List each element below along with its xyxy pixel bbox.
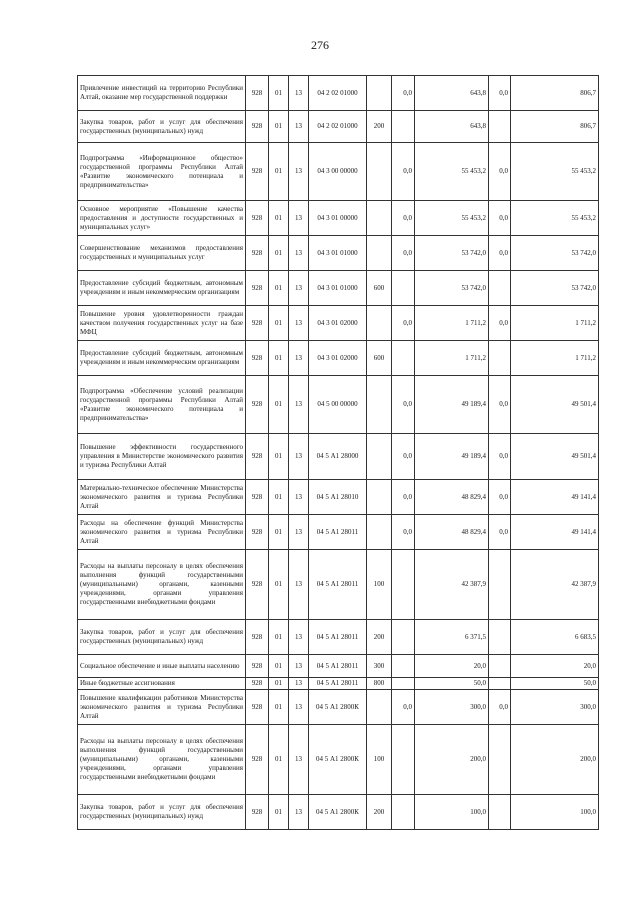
table-cell-gr: 928 <box>246 76 269 111</box>
table-cell-value-2: 50,0 <box>415 678 489 690</box>
table-cell-rz: 01 <box>269 236 289 271</box>
table-cell-name: Основное мероприятие «Повышение качества предоставления и доступности государственных и муниципальных услуг» <box>78 201 246 236</box>
table-cell-rz: 01 <box>269 434 289 480</box>
table-cell-pr: 13 <box>289 306 309 341</box>
table-cell-pr: 13 <box>289 725 309 795</box>
table-cell-value-1: 0,0 <box>392 201 415 236</box>
table-row <box>78 271 599 306</box>
table-cell-gr: 928 <box>246 306 269 341</box>
table-cell-value-4: 49 501,4 <box>511 434 599 480</box>
table-cell-name: Повышение квалификации работников Министерства экономического развития и туризма Республики Алтай <box>78 690 246 725</box>
table-cell-rz: 01 <box>269 690 289 725</box>
table-cell-gr: 928 <box>246 434 269 480</box>
table-cell-pr: 13 <box>289 655 309 678</box>
table-cell-value-2: 643,8 <box>415 111 489 143</box>
table-cell-value-1 <box>392 795 415 830</box>
table-cell-value-4: 6 683,5 <box>511 620 599 655</box>
table-cell-value-3: 0,0 <box>489 76 511 111</box>
table-cell-rz: 01 <box>269 620 289 655</box>
table-row <box>78 655 599 678</box>
table-cell-name: Расходы на выплаты персоналу в целях обеспечения выполнения функций государственными (муниципальными) органами, казенными учреждениями, органами управления государственными внебюджетными фондами <box>78 725 246 795</box>
table-cell-rz: 01 <box>269 271 289 306</box>
table-cell-pr: 13 <box>289 201 309 236</box>
table-cell-vr: 200 <box>367 795 392 830</box>
table-cell-pr: 13 <box>289 620 309 655</box>
table-cell-value-4: 49 501,4 <box>511 376 599 434</box>
table-cell-value-2: 42 387,9 <box>415 550 489 620</box>
table-cell-name: Повышение уровня удовлетворенности граждан качеством получения государственных услуг на базе МФЦ <box>78 306 246 341</box>
table-cell-pr: 13 <box>289 341 309 376</box>
table-cell-value-4: 42 387,9 <box>511 550 599 620</box>
table-cell-vr: 200 <box>367 111 392 143</box>
table-cell-name: Материально-техническое обеспечение Министерства экономического развития и туризма Республики Алтай <box>78 480 246 515</box>
table-cell-value-3 <box>489 341 511 376</box>
table-cell-value-1 <box>392 341 415 376</box>
table-cell-value-4: 53 742,0 <box>511 236 599 271</box>
table-cell-rz: 01 <box>269 306 289 341</box>
table-cell-csr: 04 3 01 01000 <box>309 271 367 306</box>
table-cell-value-2: 49 189,4 <box>415 434 489 480</box>
table-cell-value-3 <box>489 271 511 306</box>
table-cell-csr: 04 2 02 01000 <box>309 111 367 143</box>
table-cell-pr: 13 <box>289 480 309 515</box>
table-cell-name: Совершенствование механизмов предоставления государственных и муниципальных услуг <box>78 236 246 271</box>
table-cell-gr: 928 <box>246 480 269 515</box>
table-cell-pr: 13 <box>289 236 309 271</box>
table-cell-rz: 01 <box>269 515 289 550</box>
table-row <box>78 341 599 376</box>
table-cell-name: Расходы на обеспечение функций Министерства экономического развития и туризма Республики Алтай <box>78 515 246 550</box>
table-cell-pr: 13 <box>289 795 309 830</box>
table-cell-value-1 <box>392 271 415 306</box>
table-cell-value-3 <box>489 725 511 795</box>
table-cell-rz: 01 <box>269 480 289 515</box>
table-cell-value-3: 0,0 <box>489 515 511 550</box>
table-cell-name: Предоставление субсидий бюджетным, автономным учреждениям и иным некоммерческим организациям <box>78 341 246 376</box>
table-cell-vr <box>367 201 392 236</box>
table-cell-rz: 01 <box>269 725 289 795</box>
table-cell-vr <box>367 236 392 271</box>
table-cell-name: Привлечение инвестиций на территорию Республики Алтай, оказание мер государственной поддержки <box>78 76 246 111</box>
table-cell-value-3: 0,0 <box>489 143 511 201</box>
table-cell-rz: 01 <box>269 550 289 620</box>
table-cell-value-4: 55 453,2 <box>511 201 599 236</box>
table-cell-value-1: 0,0 <box>392 306 415 341</box>
table-cell-value-4: 50,0 <box>511 678 599 690</box>
table-row <box>78 111 599 143</box>
table-cell-vr: 200 <box>367 620 392 655</box>
table-cell-value-2: 55 453,2 <box>415 143 489 201</box>
table-cell-value-3 <box>489 620 511 655</box>
table-cell-pr: 13 <box>289 690 309 725</box>
table-cell-value-4: 49 141,4 <box>511 480 599 515</box>
table-cell-value-4: 806,7 <box>511 76 599 111</box>
table-cell-gr: 928 <box>246 678 269 690</box>
table-row <box>78 678 599 690</box>
table-cell-rz: 01 <box>269 76 289 111</box>
table-cell-rz: 01 <box>269 678 289 690</box>
table-cell-gr: 928 <box>246 725 269 795</box>
table-cell-value-2: 48 829,4 <box>415 515 489 550</box>
table-cell-value-1: 0,0 <box>392 376 415 434</box>
table-cell-value-3 <box>489 678 511 690</box>
table-cell-csr: 04 5 А1 28011 <box>309 678 367 690</box>
table-cell-pr: 13 <box>289 76 309 111</box>
table-cell-vr <box>367 480 392 515</box>
table-cell-name: Подпрограмма «Информационное общество» государственной программы Республики Алтай «Развитие экономического потенциала и предпринимательства» <box>78 143 246 201</box>
table-cell-csr: 04 3 01 02000 <box>309 306 367 341</box>
table-cell-value-4: 20,0 <box>511 655 599 678</box>
table-cell-value-2: 100,0 <box>415 795 489 830</box>
table-cell-value-1: 0,0 <box>392 690 415 725</box>
table-cell-value-3 <box>489 795 511 830</box>
table-cell-value-4: 53 742,0 <box>511 271 599 306</box>
table-row <box>78 620 599 655</box>
table-cell-vr <box>367 515 392 550</box>
table-cell-value-2: 200,0 <box>415 725 489 795</box>
table-row <box>78 143 599 201</box>
table-cell-gr: 928 <box>246 620 269 655</box>
budget-table <box>77 75 599 830</box>
table-cell-value-1 <box>392 620 415 655</box>
table-cell-value-4: 300,0 <box>511 690 599 725</box>
table-cell-value-2: 1 711,2 <box>415 341 489 376</box>
table-cell-vr <box>367 143 392 201</box>
table-cell-value-3: 0,0 <box>489 236 511 271</box>
table-cell-value-1: 0,0 <box>392 143 415 201</box>
table-cell-value-2: 20,0 <box>415 655 489 678</box>
table-row <box>78 434 599 480</box>
table-row <box>78 690 599 725</box>
table-cell-gr: 928 <box>246 655 269 678</box>
table-cell-vr: 300 <box>367 655 392 678</box>
table-cell-csr: 04 5 А1 28011 <box>309 655 367 678</box>
table-cell-csr: 04 3 01 00000 <box>309 201 367 236</box>
table-cell-value-1: 0,0 <box>392 236 415 271</box>
table-cell-pr: 13 <box>289 271 309 306</box>
table-cell-value-1 <box>392 725 415 795</box>
table-cell-vr <box>367 690 392 725</box>
table-cell-gr: 928 <box>246 201 269 236</box>
table-cell-csr: 04 3 01 01000 <box>309 236 367 271</box>
table-cell-vr <box>367 306 392 341</box>
table-cell-csr: 04 5 00 00000 <box>309 376 367 434</box>
table-cell-gr: 928 <box>246 236 269 271</box>
table-cell-rz: 01 <box>269 655 289 678</box>
table-cell-pr: 13 <box>289 550 309 620</box>
table-cell-value-2: 6 371,5 <box>415 620 489 655</box>
table-cell-gr: 928 <box>246 795 269 830</box>
table-cell-value-2: 1 711,2 <box>415 306 489 341</box>
table-cell-pr: 13 <box>289 678 309 690</box>
table-row <box>78 480 599 515</box>
table-cell-name: Закупка товаров, работ и услуг для обеспечения государственных (муниципальных) нужд <box>78 111 246 143</box>
table-cell-vr: 100 <box>367 725 392 795</box>
table-cell-name: Предоставление субсидий бюджетным, автономным учреждениям и иным некоммерческим организациям <box>78 271 246 306</box>
table-cell-rz: 01 <box>269 341 289 376</box>
table-cell-value-1: 0,0 <box>392 515 415 550</box>
table-row <box>78 725 599 795</box>
table-cell-value-4: 806,7 <box>511 111 599 143</box>
table-cell-gr: 928 <box>246 550 269 620</box>
table-cell-value-3: 0,0 <box>489 690 511 725</box>
table-cell-pr: 13 <box>289 143 309 201</box>
table-cell-value-2: 53 742,0 <box>415 236 489 271</box>
table-cell-csr: 04 5 А1 28011 <box>309 550 367 620</box>
table-cell-value-3: 0,0 <box>489 306 511 341</box>
table-row <box>78 515 599 550</box>
table-cell-name: Иные бюджетные ассигнования <box>78 678 246 690</box>
table-cell-value-1 <box>392 655 415 678</box>
table-cell-value-2: 55 453,2 <box>415 201 489 236</box>
table-cell-rz: 01 <box>269 376 289 434</box>
table-cell-csr: 04 5 А1 2800К <box>309 795 367 830</box>
table-cell-gr: 928 <box>246 690 269 725</box>
table-cell-value-1: 0,0 <box>392 480 415 515</box>
table-cell-rz: 01 <box>269 201 289 236</box>
table-cell-value-2: 49 189,4 <box>415 376 489 434</box>
table-cell-value-4: 55 453,2 <box>511 143 599 201</box>
table-row <box>78 306 599 341</box>
table-cell-vr: 100 <box>367 550 392 620</box>
table-cell-value-4: 1 711,2 <box>511 341 599 376</box>
table-cell-name: Подпрограмма «Обеспечение условий реализации государственной программы Республики Алтай «Развитие экономического потенциала и предпринимательства» <box>78 376 246 434</box>
table-cell-value-4: 1 711,2 <box>511 306 599 341</box>
table-cell-value-1 <box>392 678 415 690</box>
table-row <box>78 376 599 434</box>
page-number: 276 <box>311 38 329 52</box>
table-cell-name: Расходы на выплаты персоналу в целях обеспечения выполнения функций государственными (муниципальными) органами, казенными учреждениями, органами управления государственными внебюджетными фондами <box>78 550 246 620</box>
table-cell-csr: 04 2 02 01000 <box>309 76 367 111</box>
table-row <box>78 201 599 236</box>
table-cell-name: Закупка товаров, работ и услуг для обеспечения государственных (муниципальных) нужд <box>78 620 246 655</box>
table-cell-vr: 600 <box>367 271 392 306</box>
table-cell-csr: 04 5 А1 28010 <box>309 480 367 515</box>
table-cell-value-3: 0,0 <box>489 201 511 236</box>
table-cell-vr: 800 <box>367 678 392 690</box>
table-cell-vr <box>367 376 392 434</box>
table-cell-value-3 <box>489 550 511 620</box>
table-cell-value-3: 0,0 <box>489 480 511 515</box>
table-row <box>78 550 599 620</box>
table-cell-value-1 <box>392 550 415 620</box>
table-cell-gr: 928 <box>246 515 269 550</box>
table-cell-pr: 13 <box>289 376 309 434</box>
table-cell-value-1 <box>392 111 415 143</box>
table-cell-value-3 <box>489 111 511 143</box>
table-cell-name: Социальное обеспечение и иные выплаты населению <box>78 655 246 678</box>
table-row <box>78 795 599 830</box>
table-cell-value-2: 48 829,4 <box>415 480 489 515</box>
table-cell-gr: 928 <box>246 341 269 376</box>
table-cell-value-2: 300,0 <box>415 690 489 725</box>
table-cell-csr: 04 5 А1 2800К <box>309 690 367 725</box>
table-cell-csr: 04 5 А1 28011 <box>309 515 367 550</box>
table-cell-value-1: 0,0 <box>392 434 415 480</box>
table-cell-rz: 01 <box>269 111 289 143</box>
table-cell-csr: 04 5 А1 28000 <box>309 434 367 480</box>
table-cell-name: Закупка товаров, работ и услуг для обеспечения государственных (муниципальных) нужд <box>78 795 246 830</box>
table-cell-value-2: 643,8 <box>415 76 489 111</box>
table-cell-rz: 01 <box>269 143 289 201</box>
table-cell-csr: 04 5 А1 28011 <box>309 620 367 655</box>
table-cell-gr: 928 <box>246 111 269 143</box>
table-row <box>78 236 599 271</box>
table-cell-rz: 01 <box>269 795 289 830</box>
table-cell-gr: 928 <box>246 376 269 434</box>
table-cell-vr <box>367 76 392 111</box>
table-cell-value-2: 53 742,0 <box>415 271 489 306</box>
table-cell-gr: 928 <box>246 143 269 201</box>
table-cell-value-4: 100,0 <box>511 795 599 830</box>
table-cell-vr <box>367 434 392 480</box>
table-cell-pr: 13 <box>289 434 309 480</box>
table-row <box>78 76 599 111</box>
table-cell-value-1: 0,0 <box>392 76 415 111</box>
table-cell-value-4: 49 141,4 <box>511 515 599 550</box>
table-cell-value-3: 0,0 <box>489 376 511 434</box>
table-cell-gr: 928 <box>246 271 269 306</box>
table-cell-value-3 <box>489 655 511 678</box>
table-cell-pr: 13 <box>289 515 309 550</box>
table-cell-pr: 13 <box>289 111 309 143</box>
table-cell-csr: 04 3 01 02000 <box>309 341 367 376</box>
table-cell-value-3: 0,0 <box>489 434 511 480</box>
table-cell-value-4: 200,0 <box>511 725 599 795</box>
table-cell-csr: 04 3 00 00000 <box>309 143 367 201</box>
table-cell-csr: 04 5 А1 2800К <box>309 725 367 795</box>
table-cell-name: Повышение эффективности государственного управления в Министерстве экономического развития и туризма Республики Алтай <box>78 434 246 480</box>
table-cell-vr: 600 <box>367 341 392 376</box>
